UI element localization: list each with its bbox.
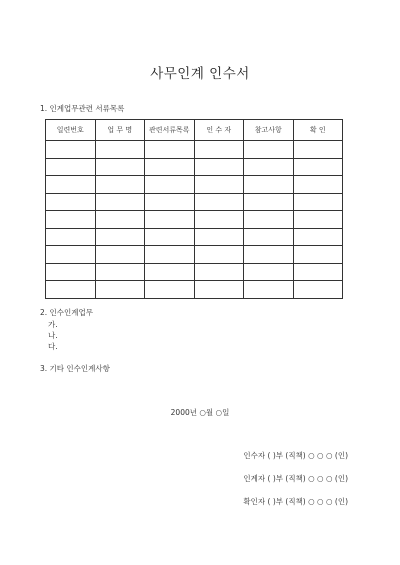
section1-heading: 1. 인계업무관련 서류목록 bbox=[40, 104, 125, 113]
signature-line-verifier: 확인자 ( )부 (직책) ○ ○ ○ (인) bbox=[243, 497, 348, 506]
table-cell bbox=[244, 141, 294, 159]
table-cell bbox=[293, 158, 343, 176]
table-row bbox=[46, 263, 343, 281]
col-related-documents: 관련서류목록 bbox=[145, 120, 195, 141]
table-cell bbox=[293, 281, 343, 299]
table-cell bbox=[46, 281, 96, 299]
table-row bbox=[46, 246, 343, 264]
table-cell bbox=[244, 211, 294, 229]
section2-item-na: 나. bbox=[48, 331, 58, 340]
signature-line-recipient: 인수자 ( )부 (직책) ○ ○ ○ (인) bbox=[243, 451, 348, 460]
table-cell bbox=[244, 158, 294, 176]
document-title: 사무인계 인수서 bbox=[150, 66, 250, 82]
table-cell bbox=[194, 263, 244, 281]
table-cell bbox=[194, 158, 244, 176]
table-cell bbox=[293, 193, 343, 211]
signature-line-transferor: 인계자 ( )부 (직책) ○ ○ ○ (인) bbox=[243, 474, 348, 483]
table-cell bbox=[46, 211, 96, 229]
document-date: 2000년 ○월 ○일 bbox=[170, 408, 230, 417]
table-cell bbox=[95, 211, 145, 229]
table-cell bbox=[46, 263, 96, 281]
table-row bbox=[46, 193, 343, 211]
table-cell bbox=[145, 211, 195, 229]
table-cell bbox=[194, 246, 244, 264]
table-cell bbox=[46, 158, 96, 176]
table-cell bbox=[145, 176, 195, 194]
table-cell bbox=[95, 193, 145, 211]
table-row bbox=[46, 176, 343, 194]
table-cell bbox=[95, 176, 145, 194]
table-row bbox=[46, 141, 343, 159]
table-row bbox=[46, 158, 343, 176]
col-task-name: 업 무 명 bbox=[95, 120, 145, 141]
table-body bbox=[46, 141, 343, 299]
table-cell bbox=[194, 281, 244, 299]
table-cell bbox=[244, 281, 294, 299]
col-confirmation: 확 인 bbox=[293, 120, 343, 141]
table-cell bbox=[95, 281, 145, 299]
table-cell bbox=[244, 176, 294, 194]
table-row bbox=[46, 211, 343, 229]
table-cell bbox=[145, 228, 195, 246]
table-cell bbox=[145, 193, 195, 211]
col-recipient: 인 수 자 bbox=[194, 120, 244, 141]
table-cell bbox=[293, 228, 343, 246]
table-row bbox=[46, 281, 343, 299]
table-cell bbox=[194, 141, 244, 159]
table-cell bbox=[95, 263, 145, 281]
table-cell bbox=[145, 141, 195, 159]
document-list-table bbox=[45, 119, 343, 299]
table-cell bbox=[46, 246, 96, 264]
table-cell bbox=[95, 141, 145, 159]
table-cell bbox=[244, 246, 294, 264]
table-row bbox=[46, 228, 343, 246]
col-remarks: 참고사항 bbox=[244, 120, 294, 141]
table-cell bbox=[194, 228, 244, 246]
table-cell bbox=[145, 281, 195, 299]
table-cell bbox=[194, 176, 244, 194]
table-cell bbox=[46, 228, 96, 246]
table-cell bbox=[145, 263, 195, 281]
col-serial-number: 일련번호 bbox=[46, 120, 96, 141]
table-cell bbox=[194, 211, 244, 229]
table-cell bbox=[244, 193, 294, 211]
section2-item-ga: 가. bbox=[48, 320, 58, 329]
table-cell bbox=[95, 246, 145, 264]
table-cell bbox=[293, 246, 343, 264]
table-cell bbox=[194, 193, 244, 211]
table-cell bbox=[145, 158, 195, 176]
table-header-row bbox=[46, 120, 343, 141]
table-cell bbox=[293, 263, 343, 281]
table-cell bbox=[293, 141, 343, 159]
table-cell bbox=[244, 228, 294, 246]
table-cell bbox=[145, 246, 195, 264]
table-cell bbox=[46, 176, 96, 194]
table-cell bbox=[293, 211, 343, 229]
section2-item-da: 다. bbox=[48, 342, 58, 351]
table-cell bbox=[95, 158, 145, 176]
table-cell bbox=[95, 228, 145, 246]
table-cell bbox=[46, 193, 96, 211]
table-cell bbox=[46, 141, 96, 159]
table-cell bbox=[244, 263, 294, 281]
section3-heading: 3. 기타 인수인계사항 bbox=[40, 364, 110, 373]
table-cell bbox=[293, 176, 343, 194]
section2-heading: 2. 인수인계업무 bbox=[40, 308, 94, 317]
